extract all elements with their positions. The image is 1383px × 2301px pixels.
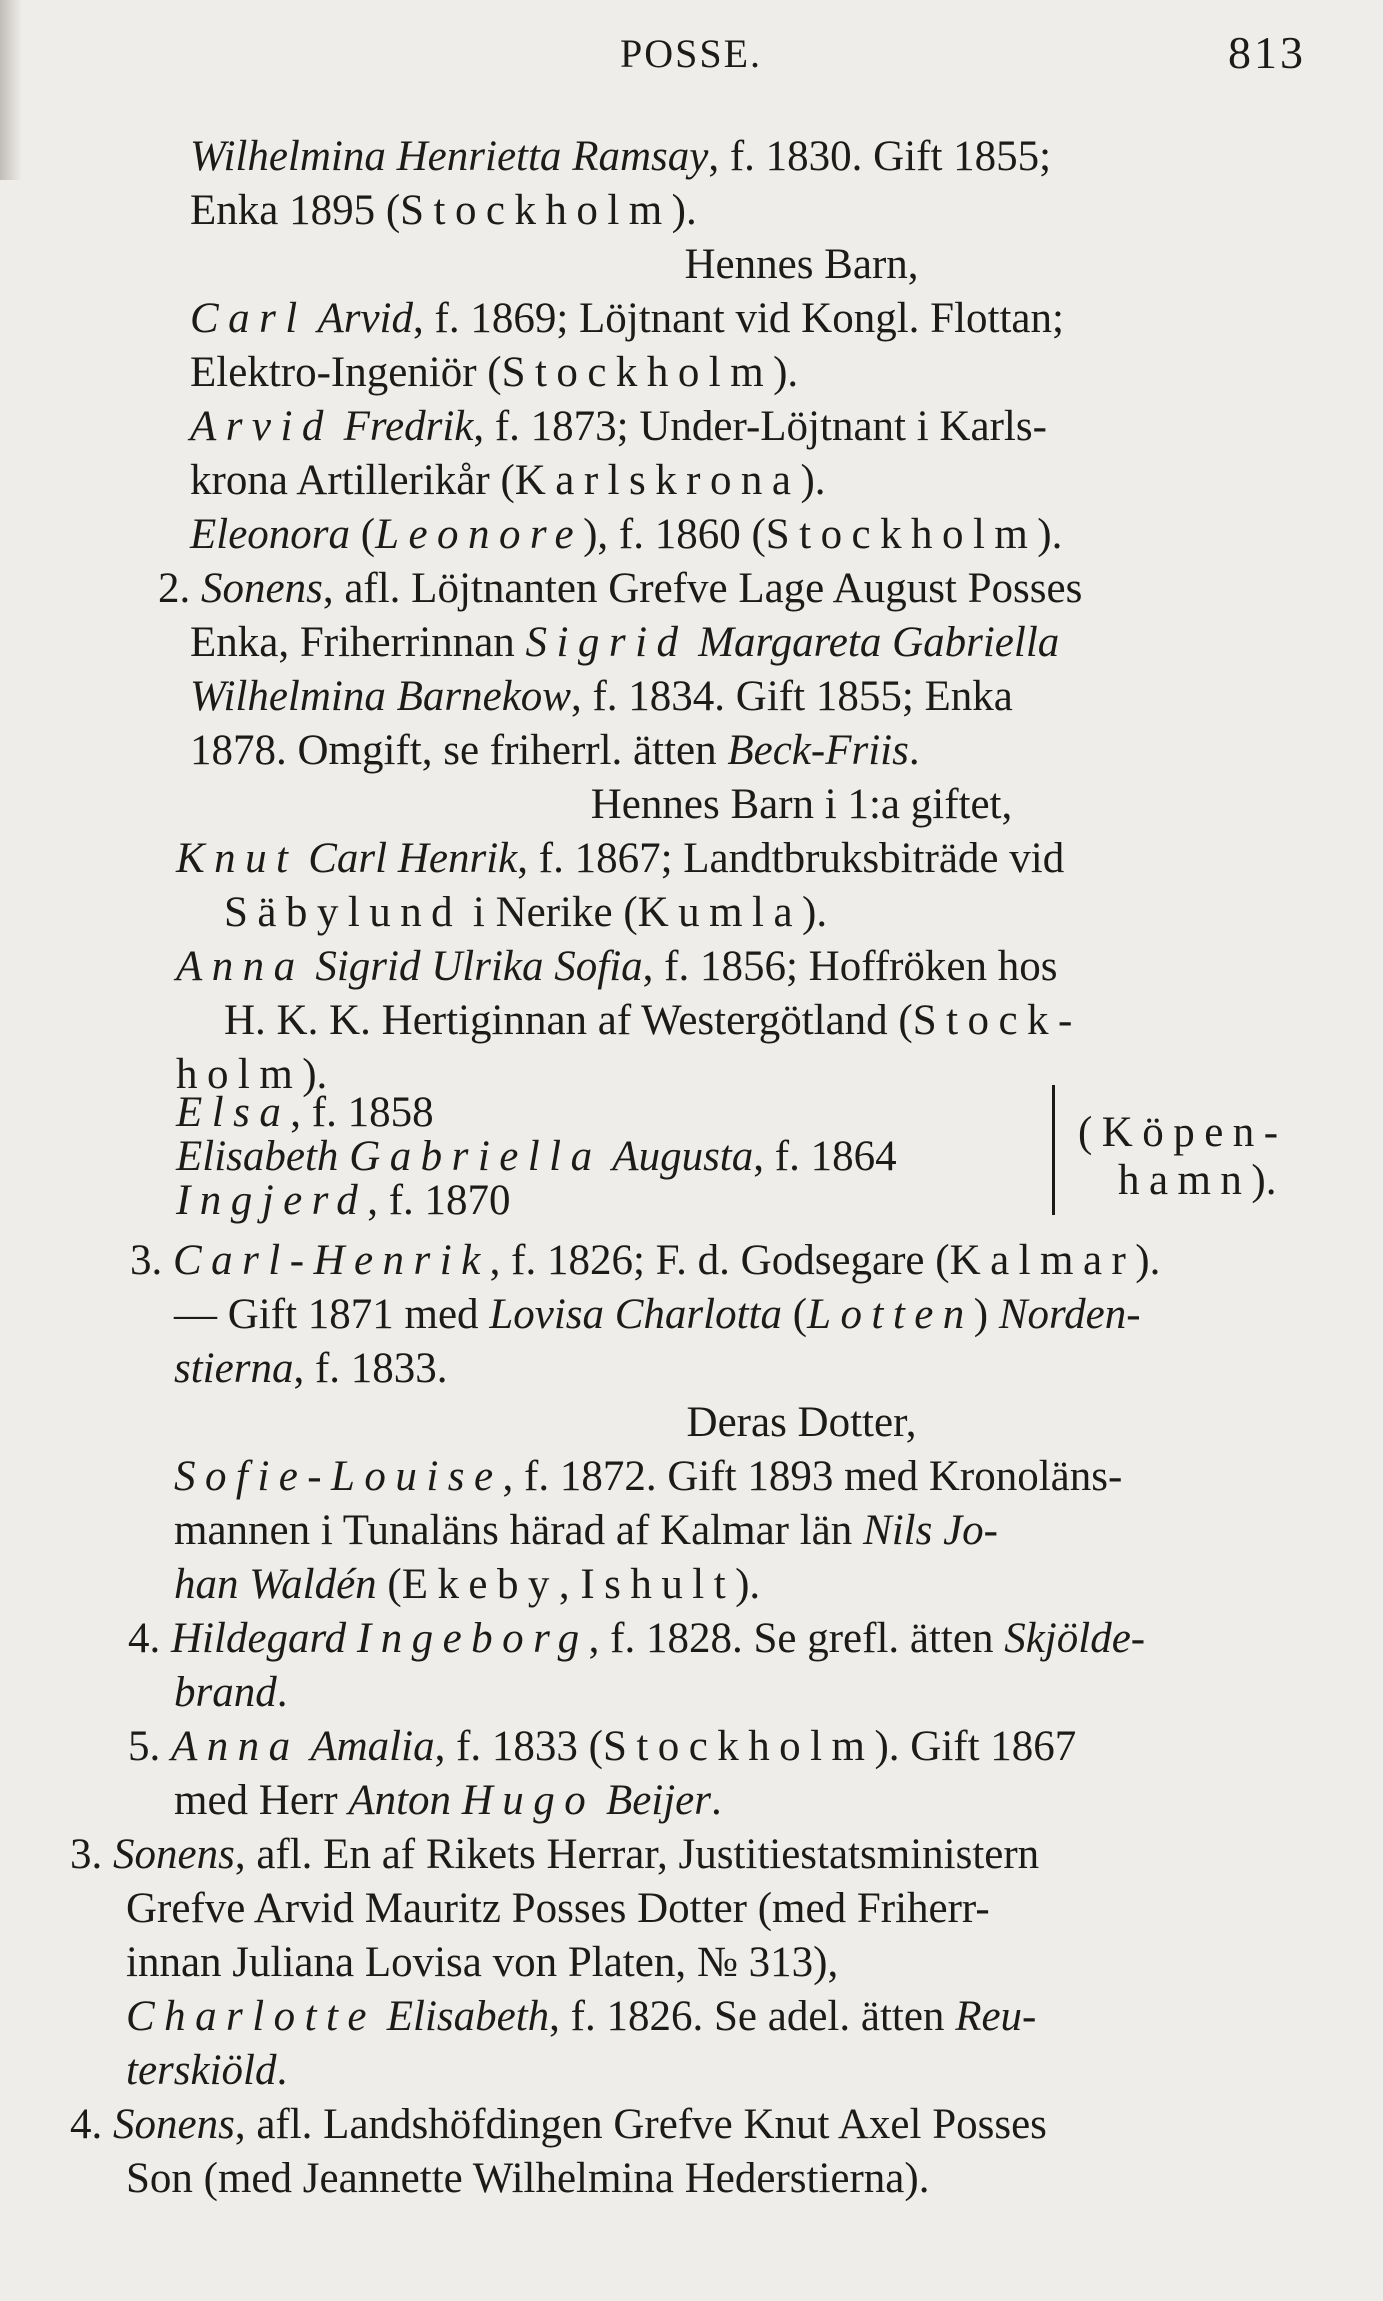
text-segment: Beijer [605, 1777, 712, 1824]
text-segment: Beck-Friis [727, 727, 909, 774]
text-segment: Charlotte [126, 1993, 376, 2040]
text-segment: Sonens [113, 2101, 235, 2148]
text-segment: Ingeborg [356, 1615, 589, 1662]
text-segment: ( [350, 511, 376, 558]
text-segment: innan Juliana Lovisa von Platen, № 313), [126, 1939, 839, 1986]
text-segment: Knut [176, 835, 298, 882]
text-line [190, 292, 1064, 346]
text-segment: ( [782, 1291, 808, 1338]
text-segment: ). Gift 1867 [874, 1723, 1077, 1770]
text-segment: holm [176, 1051, 303, 1098]
text-segment: Arvid [190, 403, 333, 450]
text-segment: Skjölde- [1004, 1615, 1146, 1662]
text-segment: Elsa [176, 1089, 291, 1136]
text-segment: Carl Henrik [308, 835, 518, 882]
text-segment: , f. 1856; Hoffröken hos [642, 943, 1058, 990]
text-segment: Ramsay [572, 133, 709, 180]
text-line [128, 1720, 1076, 1774]
running-head: POSSE. [620, 31, 763, 76]
text-segment: 4. [128, 1615, 171, 1662]
text-segment: ( [376, 1561, 402, 1608]
text-segment: Lotten [807, 1291, 974, 1338]
text-segment: Gabriella [349, 1133, 602, 1180]
text-segment: . [276, 1669, 288, 1716]
text-segment: , f. 1870 [367, 1177, 511, 1224]
text-segment: ). [302, 1051, 328, 1098]
text-segment: Anna [171, 1723, 300, 1770]
text-segment: han Waldén [174, 1561, 377, 1608]
text-segment: Sigrid [525, 619, 688, 666]
text-line [190, 130, 1051, 184]
text-line [190, 508, 1062, 562]
text-segment: Stockholm [400, 187, 672, 234]
text-line [190, 454, 826, 508]
text-segment: Fredrik [343, 403, 474, 450]
text-segment: terskiöld [126, 2047, 277, 2094]
text-segment: , f. 1872. Gift 1893 med Kronoläns- [502, 1453, 1123, 1500]
text-segment: med Herr [174, 1777, 349, 1824]
section-heading [0, 238, 1383, 292]
text-segment: . [276, 2047, 288, 2094]
text-segment: Sonens [201, 565, 323, 612]
text-segment: ). [735, 1561, 761, 1608]
text-segment [687, 619, 698, 666]
page-edge-shadow [0, 0, 22, 180]
text-segment: Eleonora [190, 511, 351, 558]
text-segment: Kumla [637, 889, 802, 936]
text-segment: , f. 1828. Se grefl. ätten [588, 1615, 1005, 1662]
text-segment: ). [1037, 511, 1063, 558]
text-segment: Ingjerd [176, 1177, 368, 1224]
text-line [190, 724, 920, 778]
text-segment: Kalmar [949, 1237, 1136, 1284]
text-segment: ), f. 1860 ( [583, 511, 766, 558]
text-segment: Säbylund [224, 889, 463, 936]
text-segment: Anna [176, 943, 305, 990]
text-segment: Stockholm [765, 511, 1038, 558]
text-segment: , f. 1826; F. d. Godsegare ( [489, 1237, 950, 1284]
text-segment: Enka 1895 ( [190, 187, 401, 234]
text-line [190, 400, 1047, 454]
text-segment: 5. [128, 1723, 171, 1770]
text-segment: Amalia [310, 1723, 435, 1770]
text-line [224, 886, 827, 940]
text-segment: Hugo [461, 1777, 596, 1824]
text-segment: — Gift 1871 med [174, 1291, 490, 1338]
text-segment: (Köpen- [1078, 1109, 1288, 1156]
text-segment: Deras Dotter, [686, 1399, 917, 1446]
text-segment: Son (med Jeannette Wilhelmina Hederstierna). [126, 2155, 930, 2202]
text-segment: , f. 1834. Gift 1855; Enka [570, 673, 1013, 720]
text-line [126, 2044, 287, 2098]
text-segment: Elisabeth [176, 1133, 339, 1180]
text-line [158, 562, 1082, 616]
text-segment [561, 133, 572, 180]
text-segment: ). [802, 889, 828, 936]
text-segment [305, 943, 316, 990]
text-segment: Wilhelmina [190, 133, 386, 180]
text-segment: Sofie-Louise [174, 1453, 503, 1500]
text-line [70, 2098, 1047, 2152]
text-segment [595, 1777, 606, 1824]
text-line [70, 1828, 1039, 1882]
text-segment: , f. 1858 [290, 1089, 434, 1136]
text-segment: Sigrid Ulrika Sofia [315, 943, 643, 990]
text-segment: ). [671, 187, 697, 234]
text-segment: Elisabeth [386, 1993, 550, 2040]
text-segment: ). [800, 457, 826, 504]
text-segment: Hennes Barn, [684, 241, 919, 288]
text-segment: Anton [348, 1777, 452, 1824]
text-segment: hamn [1118, 1157, 1252, 1204]
text-segment: ) [973, 1291, 999, 1338]
text-line [174, 1450, 1122, 1504]
text-line [176, 832, 1064, 886]
text-segment: ). [1251, 1157, 1277, 1204]
text-segment: Carl [190, 295, 307, 342]
text-segment: , f. 1867; Landtbruksbiträde vid [517, 835, 1065, 882]
text-segment: . [908, 727, 920, 774]
text-segment [376, 1993, 387, 2040]
text-segment: 3. [70, 1831, 113, 1878]
text-segment: krona Artillerikår ( [190, 457, 515, 504]
page-number: 813 [1228, 27, 1306, 78]
text-segment: Margareta Gabriella [698, 619, 1060, 666]
text-segment: . [711, 1777, 722, 1824]
text-segment: Nils Jo- [863, 1507, 998, 1554]
text-line [126, 1936, 838, 1990]
text-line [126, 1990, 1036, 2044]
text-segment: , afl. Landshöfdingen Grefve Knut Axel Posses [234, 2101, 1047, 2148]
bracket-brace [1052, 1085, 1063, 1215]
section-heading [0, 1396, 1383, 1450]
text-segment: i Nerike ( [462, 889, 638, 936]
text-segment: Wilhelmina Barnekow [190, 673, 571, 720]
text-line [1078, 1106, 1288, 1160]
text-segment [602, 1133, 613, 1180]
text-segment [300, 1723, 311, 1770]
text-segment: Stock- [912, 997, 1082, 1044]
text-line [174, 1342, 448, 1396]
section-heading [0, 778, 1383, 832]
text-segment: , f. 1833. [293, 1345, 448, 1392]
text-segment: Karlskrona [514, 457, 801, 504]
text-line [190, 346, 798, 400]
text-segment: , [558, 1561, 581, 1608]
text-segment [386, 133, 397, 180]
text-line [126, 2152, 929, 2206]
text-segment: H. K. K. Hertiginnan af Westergötland ( [224, 997, 913, 1044]
text-segment: Stockholm [602, 1723, 875, 1770]
text-segment: ). [773, 349, 799, 396]
text-line [174, 1288, 1141, 1342]
text-segment: 3. [130, 1237, 173, 1284]
text-line [128, 1612, 1145, 1666]
text-line [190, 184, 697, 238]
text-segment: Stockholm [501, 349, 774, 396]
text-segment: , f. 1830. Gift 1855; [708, 133, 1052, 180]
text-segment: Carl-Henrik [173, 1237, 490, 1284]
text-line [190, 670, 1013, 724]
text-segment: mannen i Tunaläns härad af Kalmar län [174, 1507, 864, 1554]
text-segment: Enka, Friherrinnan [190, 619, 526, 666]
text-segment: Ekeby [401, 1561, 559, 1608]
text-line [130, 1234, 1160, 1288]
text-segment: Lovisa Charlotta [489, 1291, 782, 1338]
text-segment: 4. [70, 2101, 113, 2148]
text-segment: Henrietta [396, 133, 562, 180]
text-segment: Norden- [998, 1291, 1141, 1338]
text-segment [338, 1133, 349, 1180]
text-line [176, 1174, 511, 1228]
text-segment [451, 1777, 462, 1824]
text-line [224, 994, 1082, 1048]
text-line [174, 1558, 760, 1612]
text-segment [297, 835, 308, 882]
text-segment: 2. [158, 565, 201, 612]
text-segment [333, 403, 344, 450]
text-segment: 1878. Omgift, se friherrl. ätten [190, 727, 728, 774]
text-segment: stierna [174, 1345, 294, 1392]
text-segment: Reu- [955, 1993, 1037, 2040]
text-segment [307, 295, 318, 342]
text-line [174, 1774, 722, 1828]
text-segment: Hildegard [171, 1615, 347, 1662]
text-segment: Grefve Arvid Mauritz Posses Dotter (med Friherr- [126, 1885, 990, 1932]
text-segment: , f. 1869; Löjtnant vid Kongl. Flottan; [413, 295, 1064, 342]
text-line [1118, 1154, 1276, 1208]
text-segment: Elektro-Ingeniör ( [190, 349, 502, 396]
text-segment: , f. 1833 ( [434, 1723, 603, 1770]
text-segment: , f. 1873; Under-Löjtnant i Karls- [473, 403, 1047, 450]
text-line [126, 1882, 990, 1936]
text-segment: Hennes Barn i 1:a giftet, [590, 781, 1013, 828]
text-segment: , afl. Löjtnanten Grefve Lage August Posses [322, 565, 1083, 612]
text-line [174, 1666, 287, 1720]
text-segment [346, 1615, 357, 1662]
text-segment: , f. 1826. Se adel. ätten [549, 1993, 956, 2040]
text-line [176, 940, 1057, 994]
text-segment: ). [1135, 1237, 1161, 1284]
text-segment: , f. 1864 [753, 1133, 897, 1180]
text-segment: Arvid [317, 295, 413, 342]
text-segment: Sonens [113, 1831, 235, 1878]
text-segment: , afl. En af Rikets Herrar, Justitiestatsministern [234, 1831, 1040, 1878]
text-line [190, 616, 1059, 670]
text-segment: Ishult [580, 1561, 736, 1608]
text-segment: Augusta [612, 1133, 754, 1180]
text-line [174, 1504, 998, 1558]
text-segment: Leonore [375, 511, 584, 558]
text-segment: brand [174, 1669, 277, 1716]
